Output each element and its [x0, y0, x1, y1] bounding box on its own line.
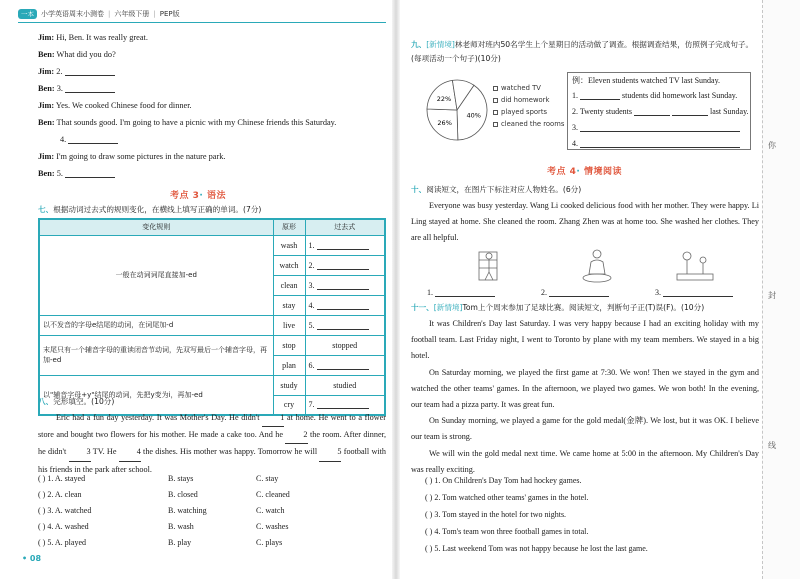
true-false-item[interactable]: ( ) 5. Last weekend Tom was not happy because he lost the last game.	[425, 544, 648, 553]
section-title-kaodian3: 考点 3· 语法	[170, 191, 226, 201]
question-9-heading: 九、[新情境]林老师对班内50名学生上个星期日的活动做了调查。根据调查结果，仿照例子完成句子。(每项活动一个句子)(10分)	[411, 40, 754, 63]
cloze-blank[interactable]: 3	[69, 444, 91, 461]
rule-cell: 以"辅音字母+y"结尾的动词，先把y变为i，再加-ed	[39, 375, 273, 415]
true-false-item[interactable]: ( ) 3. Tom stayed in the hotel for two nights.	[425, 510, 567, 519]
dialogue-line: Ben: 5.	[38, 169, 115, 178]
verb-word: live	[273, 315, 305, 335]
verb-rules-table	[38, 218, 386, 416]
question-11-heading: 十一、[新情境]Tom上个周末参加了足球比赛。阅读短文，判断句子正(T)误(F)。(10分)	[411, 303, 705, 312]
true-false-item[interactable]: ( ) 1. On Children's Day Tom had hockey games.	[425, 476, 582, 485]
cooking-figure-icon	[677, 252, 713, 280]
option-row[interactable]: ( ) 2. A. clean B. closed C. cleaned	[38, 490, 290, 499]
header-edition: PEP版	[159, 10, 180, 18]
answer-line[interactable]: 2. Twenty students last Sunday.	[572, 107, 749, 116]
cloze-blank[interactable]: 5	[319, 444, 341, 461]
true-false-item[interactable]: ( ) 2. Tom watched other teams' games in the hotel.	[425, 493, 589, 502]
left-page	[18, 0, 386, 579]
table-header: 原形	[273, 219, 305, 235]
picture-label-blank[interactable]: 3.	[655, 288, 733, 297]
option-row[interactable]: ( ) 3. A. watched B. watching C. watch	[38, 506, 285, 515]
rule-cell: 一般在动词词尾直接加-ed	[39, 235, 273, 315]
past-cell[interactable]: 5.	[305, 315, 385, 335]
cloze-blank[interactable]: 1	[262, 410, 284, 427]
answer-line[interactable]: 3.	[572, 123, 740, 132]
past-cell[interactable]: 4.	[305, 295, 385, 315]
answer-blank[interactable]	[65, 67, 115, 76]
section-title-kaodian4: 考点 4· 情境阅读	[547, 167, 622, 177]
verb-word: stay	[273, 295, 305, 315]
picture-label-blank[interactable]: 1.	[427, 288, 495, 297]
answer-line[interactable]: 4.	[572, 139, 740, 148]
dialogue-line: 4.	[60, 135, 118, 144]
verb-word: stop	[273, 335, 305, 355]
example-line: 例：Eleven students watched TV last Sunday.	[572, 76, 721, 85]
dialogue-line: Jim: I'm going to draw some pictures in the nature park.	[38, 152, 226, 161]
verb-word: study	[273, 375, 305, 395]
dialogue-line: Jim: Hi, Ben. It was really great.	[38, 33, 148, 42]
page-number: • 08	[22, 554, 42, 563]
verb-word: clean	[273, 275, 305, 295]
cloze-passage: Eric had a fun day yesterday. It was Mother's Day. He didn't 1 at home. He went to a flower store and bought two flowers for his mother. He made a cake too. And he 2 the room. After dinner, he didn't 3 TV. He 4 the dishes. His mother was happy. Tomorrow he will 5 football with his friends in the park after school.	[38, 410, 386, 478]
option-row[interactable]: ( ) 5. A. played B. play C. plays	[38, 538, 283, 547]
past-cell: stopped	[305, 335, 385, 355]
question-10-heading: 十、阅读短文，在图片下标注对应人物姓名。(6分)	[411, 185, 582, 194]
header-title: 小学英语周末小测卷	[41, 10, 104, 18]
binding-gutter	[392, 0, 400, 579]
past-cell[interactable]: 7.	[305, 395, 385, 415]
pie-value-label: 22%	[436, 94, 452, 103]
past-cell[interactable]: 2.	[305, 255, 385, 275]
legend-item: cleaned the rooms	[493, 120, 564, 128]
margin-char: 你	[768, 141, 776, 150]
rule-cell: 末尾只有一个辅音字母的重读闭音节动词，先双写最后一个辅音字母，再加-ed	[39, 335, 273, 375]
dialogue-line: Jim: 2.	[38, 67, 115, 76]
answer-blank[interactable]	[68, 135, 118, 144]
past-cell: studied	[305, 375, 385, 395]
people-illustrations	[465, 246, 745, 284]
header-badge: 一本	[18, 9, 37, 19]
dialogue-line: Ben: What did you do?	[38, 50, 116, 59]
cloze-blank[interactable]: 2	[285, 427, 307, 444]
verb-word: wash	[273, 235, 305, 255]
picture-label-blank[interactable]: 2.	[541, 288, 609, 297]
pie-value-label: 26%	[437, 118, 452, 127]
dialogue-line: Ben: 3.	[38, 84, 115, 93]
question-8-heading: 八、完形填空。(10分)	[38, 397, 115, 406]
reading-passage-11: It was Children's Day last Saturday. I was very happy because I had an exciting holiday with my football team. Last Friday night, I went to Toronto by plane with my team members. We stayed in a big hotel. On Saturday morning, we played the first game at 7:30. We won! Then we stayed in the gym and watched the other teams' games. In the afternoon, we played two games. We won both! In the evening, our team had a pizza party. It was great fun. On Sunday morning, we played a game for the gold medal(金牌). We lost, but it was OK. I believe our team is strong. We will win the gold medal next time. We came home at 5:00 in the afternoon. My Children's Day was really exciting.	[411, 319, 759, 474]
option-row[interactable]: ( ) 1. A. stayed B. stays C. stay	[38, 474, 279, 483]
pie-value-label: 40%	[466, 111, 481, 120]
verb-word: watch	[273, 255, 305, 275]
past-cell[interactable]: 3.	[305, 275, 385, 295]
pie-svg	[423, 76, 493, 144]
past-cell[interactable]: 6.	[305, 355, 385, 375]
margin-char: 封	[768, 291, 776, 300]
reading-passage-10: Everyone was busy yesterday. Wang Li cooked delicious food with her mother. They were happy. Li Ling stayed at home. She cleaned the room. Zhang Zhen was at home too. She washed her clothes. They are all helpful.	[411, 201, 759, 243]
margin-char: 线	[768, 441, 776, 450]
verb-word: plan	[273, 355, 305, 375]
table-header: 变化规则	[39, 219, 273, 235]
rule-cell: 以不发音的字母e结尾的动词，在词尾加-d	[39, 315, 273, 335]
page-header: 一本 小学英语周末小测卷 | 六年级下册 | PEP版	[18, 8, 180, 20]
past-cell[interactable]: 1.	[305, 235, 385, 255]
cloze-blank[interactable]: 4	[119, 444, 141, 461]
true-false-item[interactable]: ( ) 4. Tom's team won three football games in total.	[425, 527, 589, 536]
table-header: 过去式	[305, 219, 385, 235]
answer-line[interactable]: 1. students did homework last Sunday.	[572, 91, 738, 100]
washing-figure-icon	[583, 250, 611, 282]
dialogue-line: Jim: Yes. We cooked Chinese food for dinner.	[38, 101, 192, 110]
dialogue-line: Ben: That sounds good. I'm going to have a picnic with my Chinese friends this Saturday.	[38, 118, 337, 127]
header-grade: 六年级下册	[114, 10, 150, 18]
example-answer-box	[567, 72, 751, 150]
legend-item: watched TV	[493, 84, 541, 92]
answer-blank[interactable]	[65, 84, 115, 93]
picture-row	[465, 246, 745, 284]
verb-word: cry	[273, 395, 305, 415]
question-7-heading: 七、根据动词过去式的规则变化，在横线上填写正确的单词。(7分)	[38, 205, 262, 214]
legend-item: did homework	[493, 96, 549, 104]
right-page	[405, 0, 760, 579]
legend-item: played sports	[493, 108, 547, 116]
survey-pie-chart	[423, 76, 573, 144]
answer-blank[interactable]	[65, 169, 115, 178]
cleaning-figure-icon	[479, 252, 497, 280]
option-row[interactable]: ( ) 4. A. washed B. wash C. washes	[38, 522, 289, 531]
header-divider	[18, 22, 386, 23]
